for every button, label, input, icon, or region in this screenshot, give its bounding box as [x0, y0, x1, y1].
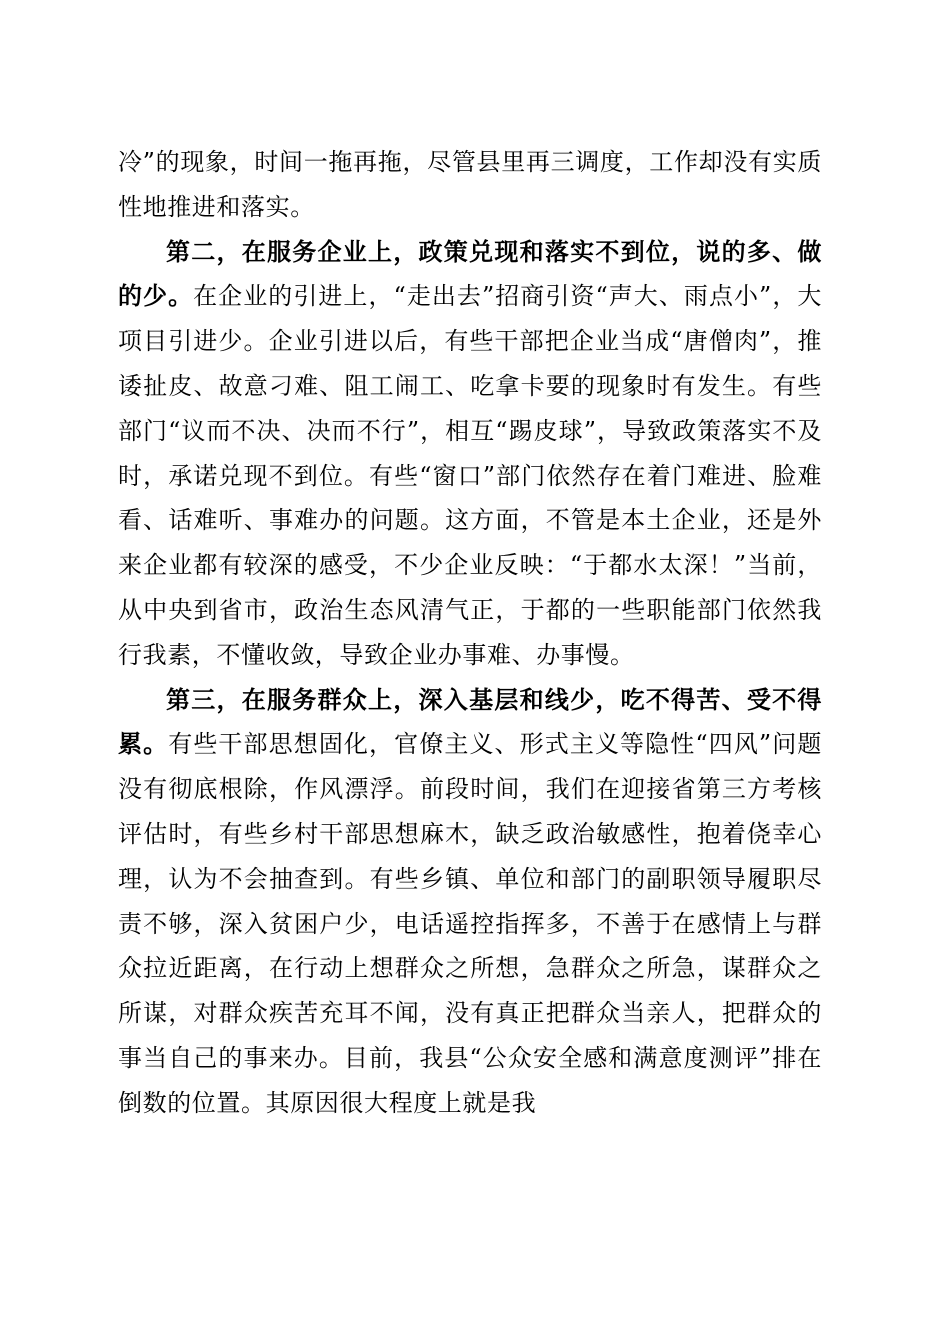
paragraph-text: 在企业的引进上，“走出去”招商引资“声大、雨点小”，大项目引进少。企业引进以后，有些干部把企业当成“唐僧肉”，推诿扯皮、故意刁难、阻工闹工、吃拿卡要的现象时有发生。有些部门“议而不决、决而不行”，相互“踢皮球”，导致政策落实不及时，承诺兑现不到位。有些“窗口”部门依然存在着门难进、脸难看、话难听、事难办的问题。这方面，不管是本土企业，还是外来企业都有较深的感受，不少企业反映：“于都水太深！”当前，从中央到省市，政治生态风清气正，于都的一些职能部门依然我行我素，不懂收敛，导致企业办事难、办事慢。 [118, 282, 822, 669]
paragraph-third-point [118, 678, 822, 1126]
paragraph-text: 有些干部思想固化，官僚主义、形式主义等隐性“四风”问题没有彻底根除，作风漂浮。前段时间，我们在迎接省第三方考核评估时，有些乡村干部思想麻木，缺乏政治敏感性，抱着侥幸心理，认为不会抽查到。有些乡镇、单位和部门的副职领导履职尽责不够，深入贫困户少，电话遥控指挥多，不善于在感情上与群众拉近距离，在行动上想群众之所想，急群众之所急，谋群众之所谋，对群众疾苦充耳不闻，没有真正把群众当亲人，把群众的事当自己的事来办。目前，我县“公众安全感和满意度测评”排在倒数的位置。其原因很大程度上就是我 [118, 730, 822, 1117]
paragraph-text: 冷”的现象，时间一拖再拖，尽管县里再三调度，工作却没有实质性地推进和落实。 [118, 148, 822, 221]
paragraph-heading: 第二，在服务企业上，政策兑现和落实不到位，说的多、做的少。 [118, 236, 822, 311]
paragraph-heading: 第三，在服务群众上，深入基层和线少，吃不得苦、受不得累。 [118, 684, 822, 759]
paragraph-second-point [118, 230, 822, 678]
document-page [118, 140, 822, 1126]
paragraph-continuation [118, 140, 822, 230]
